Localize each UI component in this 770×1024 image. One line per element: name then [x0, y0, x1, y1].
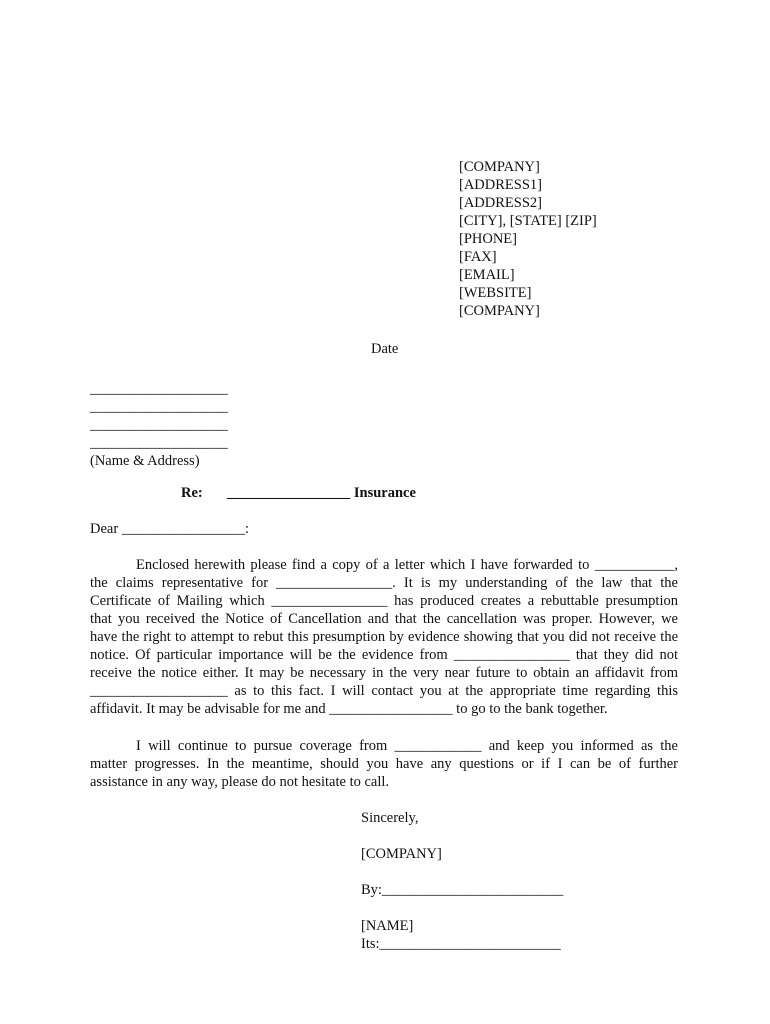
sender-line: [COMPANY]	[459, 159, 540, 175]
paragraph-line: ___________________ as to this fact. I will contact you at the appropriate time regarding this	[90, 683, 678, 699]
closing-company: [COMPANY]	[361, 846, 442, 862]
body-paragraph-1	[90, 556, 678, 718]
recipient-blank-line: ___________________	[90, 381, 228, 397]
sender-line: [ADDRESS1]	[459, 177, 542, 193]
paragraph-line: have the right to attempt to rebut this presumption by evidence showing that you did not receive the	[90, 629, 678, 645]
closing-block	[361, 809, 563, 953]
closing-sincerely: Sincerely,	[361, 810, 419, 826]
subject-label: Re:	[181, 485, 203, 501]
recipient-blank-line: ___________________	[90, 435, 228, 451]
recipient-address-block	[90, 380, 228, 470]
subject-line	[181, 484, 416, 502]
paragraph-line: I will continue to pursue coverage from ____________ and keep you informed as the	[136, 738, 678, 754]
sender-line: [PHONE]	[459, 231, 517, 247]
recipient-blank-line: ___________________	[90, 399, 228, 415]
paragraph-line: the claims representative for ________________. It is my understanding of the law that the	[90, 575, 678, 591]
signer-title-line: Its:_________________________	[361, 936, 561, 952]
sender-line: [ADDRESS2]	[459, 195, 542, 211]
sender-line: [EMAIL]	[459, 267, 515, 283]
paragraph-line: Certificate of Mailing which ________________ has produced creates a rebuttable presumption	[90, 593, 678, 609]
paragraph-line: assistance in any way, please do not hesitate to call.	[90, 774, 390, 790]
paragraph-line: affidavit. It may be advisable for me and _________________ to go to the bank together.	[90, 701, 608, 717]
sender-address-block	[459, 158, 597, 320]
recipient-blank-line: ___________________	[90, 417, 228, 433]
sender-line: [FAX]	[459, 249, 497, 265]
paragraph-line: receive the notice either. It may be necessary in the very near future to obtain an affidavit from	[90, 665, 678, 681]
paragraph-line: matter progresses. In the meantime, should you have any questions or if I can be of further	[90, 756, 678, 772]
signature-by-line: By:_________________________	[361, 882, 564, 898]
paragraph-line: that you received the Notice of Cancellation and that the cancellation was proper. However, we	[90, 611, 678, 627]
sender-line: [CITY], [STATE] [ZIP]	[459, 213, 597, 229]
paragraph-line: Enclosed herewith please find a copy of a letter which I have forwarded to ___________,	[136, 557, 678, 573]
letter-date: Date	[371, 341, 399, 357]
subject-text: _________________ Insurance	[227, 485, 416, 501]
sender-line: [COMPANY]	[459, 303, 540, 319]
signer-name: [NAME]	[361, 918, 414, 934]
body-paragraph-2	[90, 737, 678, 791]
paragraph-line: notice. Of particular importance will be the evidence from ________________ that they did not	[90, 647, 678, 663]
sender-line: [WEBSITE]	[459, 285, 532, 301]
salutation: Dear _________________:	[90, 521, 250, 537]
recipient-note: (Name & Address)	[90, 453, 200, 469]
